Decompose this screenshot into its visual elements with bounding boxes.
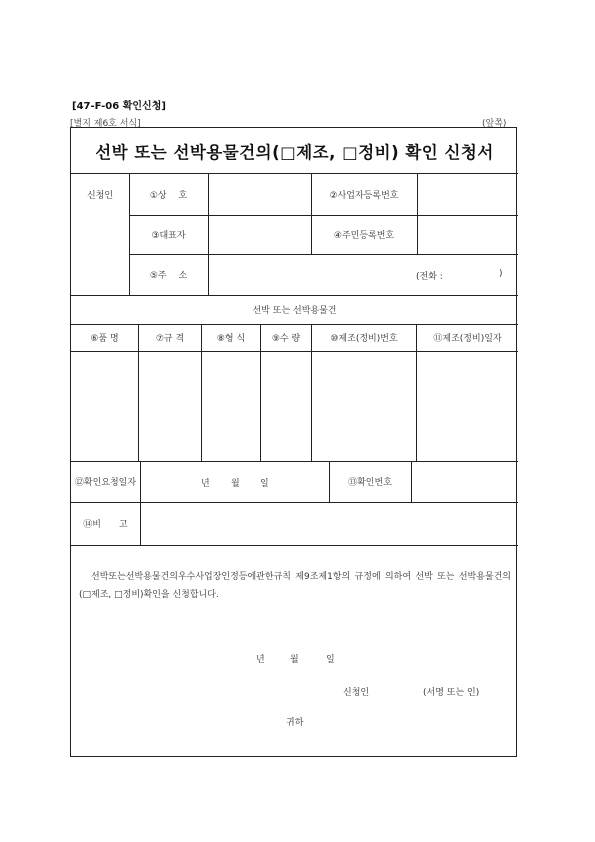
business-reg-field[interactable] [418,173,518,215]
business-reg-label: ②사업자등록번호 [329,190,399,201]
form-title: 선박 또는 선박용물건의(□제조, □정비) 확인 신청서 [95,142,494,162]
spec-field[interactable] [139,352,201,461]
type-field[interactable] [202,352,260,461]
form-code: [47-F-06 확인신청] [72,101,166,112]
divider [71,545,518,546]
address-field[interactable] [209,254,518,295]
phone-label: (전화 : [416,272,443,282]
sign-date-year: 년 [256,655,265,665]
application-form [70,127,517,757]
column-header-serial: ⑩제조(정비)번호 [330,334,398,344]
attachment-label: [별지 제6호 서식] [70,119,141,129]
page-side-label: (앞쪽) [482,119,507,129]
sign-date-day: 일 [326,655,335,665]
request-date-day: 일 [260,479,269,489]
sign-seal-label[interactable]: (서명 또는 인) [423,688,480,698]
company-name-field[interactable] [209,173,311,215]
resident-reg-field[interactable] [418,215,518,254]
column-header-item: ⑥품 명 [90,334,119,344]
column-header-quantity: ⑨수 량 [271,334,301,344]
request-date-month: 월 [231,479,240,489]
item-name-field[interactable] [71,352,138,461]
phone-close: ) [499,269,503,279]
declaration-text: 선박또는선박용물건의우수사업장인정등에관한규칙 제9조제1항의 규정에 의하여 선박 또는 선박용물건의(□제조, □정비)확인을 신청합니다. [79,572,511,600]
serial-number-field[interactable] [312,352,416,461]
remarks-label: ⑭비 고 [83,520,128,530]
quantity-field[interactable] [261,352,311,461]
goods-header: 선박 또는 선박용물건 [252,306,337,316]
request-date-label: ⑫확인요청일자 [74,478,137,488]
sign-date-month: 월 [290,655,299,665]
manufacture-date-field[interactable] [417,352,518,461]
request-date-field[interactable] [141,461,329,502]
applicant-label: 신청인 [86,190,114,201]
addressee-label: 귀하 [286,718,304,728]
request-date-year: 년 [201,479,210,489]
column-header-type: ⑧형 식 [216,334,246,344]
confirm-number-label: ⑬확인번호 [348,478,392,488]
company-name-label: ①상 호 [149,190,188,201]
address-label: ⑤주 소 [149,271,188,281]
column-header-date: ⑪제조(정비)일자 [433,334,502,344]
sign-applicant-label: 신청인 [343,688,370,698]
column-header-spec: ⑦규 격 [155,334,185,344]
confirm-number-field[interactable] [412,461,518,502]
representative-label: ③대표자 [151,231,186,241]
remarks-field[interactable] [141,502,518,545]
resident-reg-label: ④주민등록번호 [333,231,395,241]
representative-field[interactable] [209,215,311,254]
